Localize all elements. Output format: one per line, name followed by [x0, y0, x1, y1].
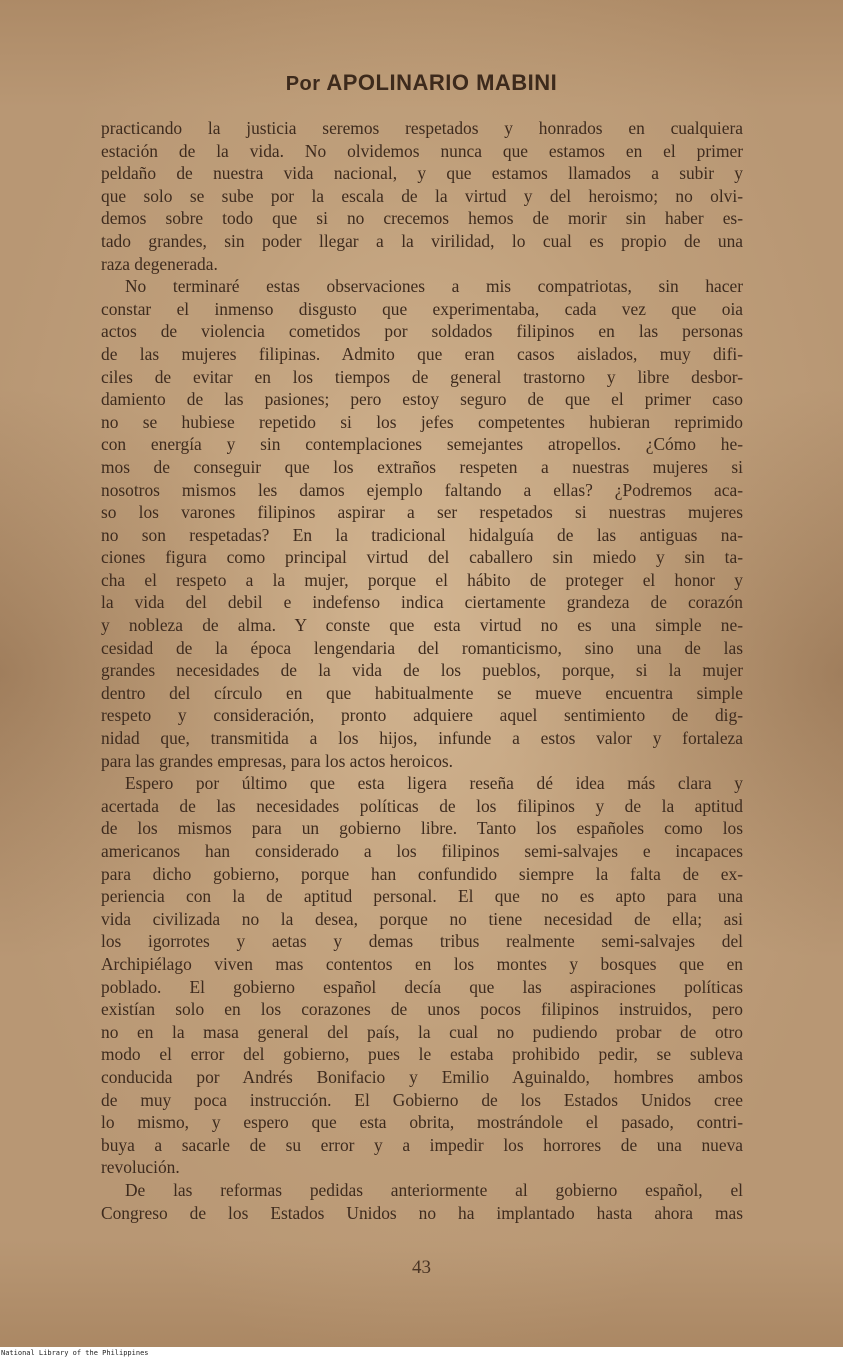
- header-author: APOLINARIO MABINI: [326, 70, 558, 95]
- text-line: buya a sacarle de su error y a impedir los horrores de una nueva: [101, 1134, 743, 1155]
- text-line: Congreso de los Estados Unidos no ha implantado hasta ahora mas: [101, 1202, 743, 1223]
- text-line: grandes necesidades de la vida de los pueblos, porque, si la mujer: [101, 660, 743, 681]
- text-line: con energía y sin contemplaciones semejantes atropellos. ¿Cómo he-: [101, 434, 743, 455]
- page-number: 43: [412, 1257, 431, 1278]
- text-line: periencia con la de aptitud personal. El que no es apto para una: [101, 886, 743, 907]
- text-line: nosotros mismos les damos ejemplo faltando a ellas? ¿Podremos aca-: [101, 479, 743, 500]
- text-line: constar el inmenso disgusto que experimentaba, cada vez que oia: [101, 298, 743, 319]
- text-line: de las mujeres filipinas. Admito que eran casos aislados, muy difi-: [101, 343, 743, 364]
- text-line: para las grandes empresas, para los actos heroicos.: [101, 750, 454, 771]
- header-prefix: Por: [285, 73, 321, 95]
- text-line: cha el respeto a la mujer, porque el hábito de proteger el honor y: [101, 569, 743, 590]
- text-line: existían solo en los corazones de unos pocos filipinos instruidos, pero: [101, 999, 743, 1020]
- text-line: Espero por último que esta ligera reseña dé idea más clara y: [125, 773, 743, 794]
- text-line: estación de la vida. No olvidemos nunca que estamos en el primer: [101, 140, 743, 161]
- text-line: los igorrotes y aetas y demas tribus realmente semi-salvajes del: [101, 931, 743, 952]
- text-line: De las reformas pedidas anteriormente al gobierno español, el: [125, 1179, 743, 1200]
- text-line: la vida del debil e indefenso indica ciertamente grandeza de corazón: [101, 592, 743, 613]
- text-line: cesidad de la época lengendaria del romanticismo, sino una de las: [101, 637, 743, 658]
- text-line: conducida por Andrés Bonifacio y Emilio Aguinaldo, hombres ambos: [101, 1066, 743, 1087]
- text-line: lo mismo, y espero que esta obrita, mostrándole el pasado, contri-: [101, 1112, 743, 1133]
- text-line: ciles de evitar en los tiempos de general trastorno y libre desbor-: [101, 366, 743, 387]
- text-line: No terminaré estas observaciones a mis compatriotas, sin hacer: [125, 276, 743, 297]
- text-line: damiento de las pasiones; pero estoy seguro de que el primer caso: [101, 389, 743, 410]
- text-line: modo el error del gobierno, pues le estaba prohibido pedir, se subleva: [101, 1044, 743, 1065]
- text-line: dentro del círculo en que habitualmente se mueve encuentra simple: [101, 682, 743, 703]
- text-line: peldaño de nuestra vida nacional, y que estamos llamados a subir y: [101, 163, 743, 184]
- text-line: Archipiélago viven mas contentos en los montes y bosques que en: [101, 953, 743, 974]
- text-line: que solo se sube por la escala de la virtud y del heroismo; no olvi-: [101, 185, 743, 206]
- text-line: so los varones filipinos aspirar a ser respetados si nuestras mujeres: [101, 502, 743, 523]
- text-line: para dicho gobierno, porque han confundido siempre la falta de ex-: [101, 863, 743, 884]
- text-line: demos sobre todo que si no crecemos hemos de morir sin haber es-: [101, 208, 743, 229]
- body-text: [101, 117, 743, 1224]
- text-line: acertada de las necesidades políticas de los filipinos y de la aptitud: [101, 795, 743, 816]
- text-line: tado grandes, sin poder llegar a la virilidad, lo cual es propio de una: [101, 230, 743, 251]
- text-line: revolución.: [101, 1157, 180, 1178]
- text-line: ciones figura como principal virtud del caballero sin miedo y sin ta-: [101, 547, 743, 568]
- text-line: mos de conseguir que los extraños respeten a nuestras mujeres si: [101, 456, 743, 477]
- text-line: no se hubiese repetido si los jefes competentes hubieran reprimido: [101, 411, 743, 432]
- text-line: respeto y consideración, pronto adquiere aquel sentimiento de dig-: [101, 705, 743, 726]
- text-line: vida civilizada no la desea, porque no tiene necesidad de ella; asi: [101, 908, 743, 929]
- text-line: no son respetadas? En la tradicional hidalguía de las antiguas na-: [101, 524, 743, 545]
- footer-credit: National Library of the Philippines: [1, 1349, 149, 1357]
- text-line: americanos han considerado a los filipinos semi-salvajes e incapaces: [101, 841, 743, 861]
- text-line: no en la masa general del país, la cual no pudiendo probar de otro: [101, 1021, 743, 1042]
- text-line: actos de violencia cometidos por soldados filipinos en las personas: [101, 321, 743, 342]
- text-line: de los mismos para un gobierno libre. Tanto los españoles como los: [101, 818, 743, 839]
- text-line: de muy poca instrucción. El Gobierno de los Estados Unidos cree: [101, 1089, 743, 1110]
- text-line: poblado. El gobierno español decía que las aspiraciones políticas: [101, 976, 743, 997]
- text-line: nidad que, transmitida a los hijos, infunde a estos valor y fortaleza: [101, 728, 743, 749]
- text-line: y nobleza de alma. Y conste que esta virtud no es una simple ne-: [101, 615, 743, 636]
- text-line: practicando la justicia seremos respetados y honrados en cualquiera: [101, 118, 743, 138]
- text-line: raza degenerada.: [101, 253, 218, 274]
- running-header: [0, 70, 843, 96]
